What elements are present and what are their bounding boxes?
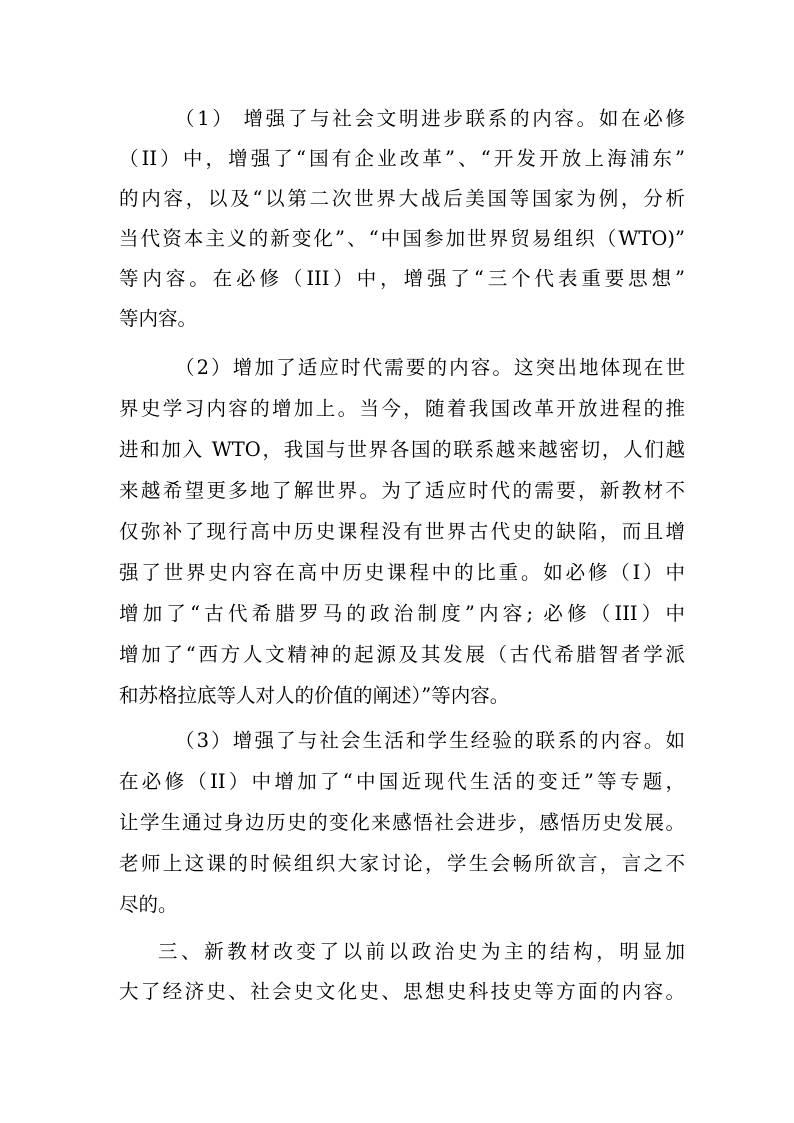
paragraph-4-line-2: 大了经济史、社会史文化史、思想史科技史等方面的内容。 [119, 980, 685, 1003]
paragraph-2-line-6: 强了世界史内容在高中历史课程中的比重。如必修（I）中 [119, 561, 685, 584]
paragraph-2-line-9: 和苏格拉底等人对人的价值的阐述）”等内容。 [119, 684, 510, 707]
paragraph-3-line-4: 老师上这课的时候组织大家讨论，学生会畅所欲言，言之不 [119, 852, 685, 875]
paragraph-3-line-1: （3）增强了与社会生活和学生经验的联系的内容。如 [175, 729, 685, 752]
paragraph-2-line-8: 增加了“西方人文精神的起源及其发展（古代希腊智者学派 [119, 643, 685, 666]
paragraph-2-line-3: 进和加入 WTO，我国与世界各国的联系越来越密切，人们越 [119, 438, 685, 461]
paragraph-1-line-1: （1） 增强了与社会文明进步联系的内容。如在必修 [175, 107, 685, 130]
paragraph-3-line-2: 在必修（II）中增加了“中国近现代生活的变迁”等专题， [119, 770, 685, 793]
paragraph-4-line-1: 三、新教材改变了以前以政治史为主的结构，明显加 [158, 940, 685, 963]
paragraph-3-line-3: 让学生通过身边历史的变化来感悟社会进步，感悟历史发展。 [119, 811, 685, 834]
paragraph-2-line-1: （2）增加了适应时代需要的内容。这突出地体现在世 [175, 356, 685, 379]
paragraph-1-line-4: 当代资本主义的新变化”、“中国参加世界贸易组织（WTO)” [119, 227, 685, 250]
paragraph-1-line-2: （II）中，增强了“国有企业改革”、“开发开放上海浦东” [119, 147, 685, 170]
paragraph-1-line-3: 的内容，以及“以第二次世界大战后美国等国家为例，分析 [119, 187, 685, 210]
paragraph-2-line-7: 增加了“古代希腊罗马的政治制度”内容; 必修（III）中 [119, 602, 685, 625]
paragraph-1-line-5: 等内容。在必修（III）中，增强了“三个代表重要思想” [119, 267, 685, 290]
paragraph-1-line-6: 等内容。 [119, 307, 198, 330]
paragraph-2-line-4: 来越希望更多地了解世界。为了适应时代的需要，新教材不 [119, 479, 685, 502]
paragraph-2-line-2: 界史学习内容的增加上。当今，随着我国改革开放进程的推 [119, 397, 685, 420]
paragraph-2-line-5: 仅弥补了现行高中历史课程没有世界古代史的缺陷，而且增 [119, 520, 685, 543]
paragraph-3-line-5: 尽的。 [119, 893, 178, 916]
